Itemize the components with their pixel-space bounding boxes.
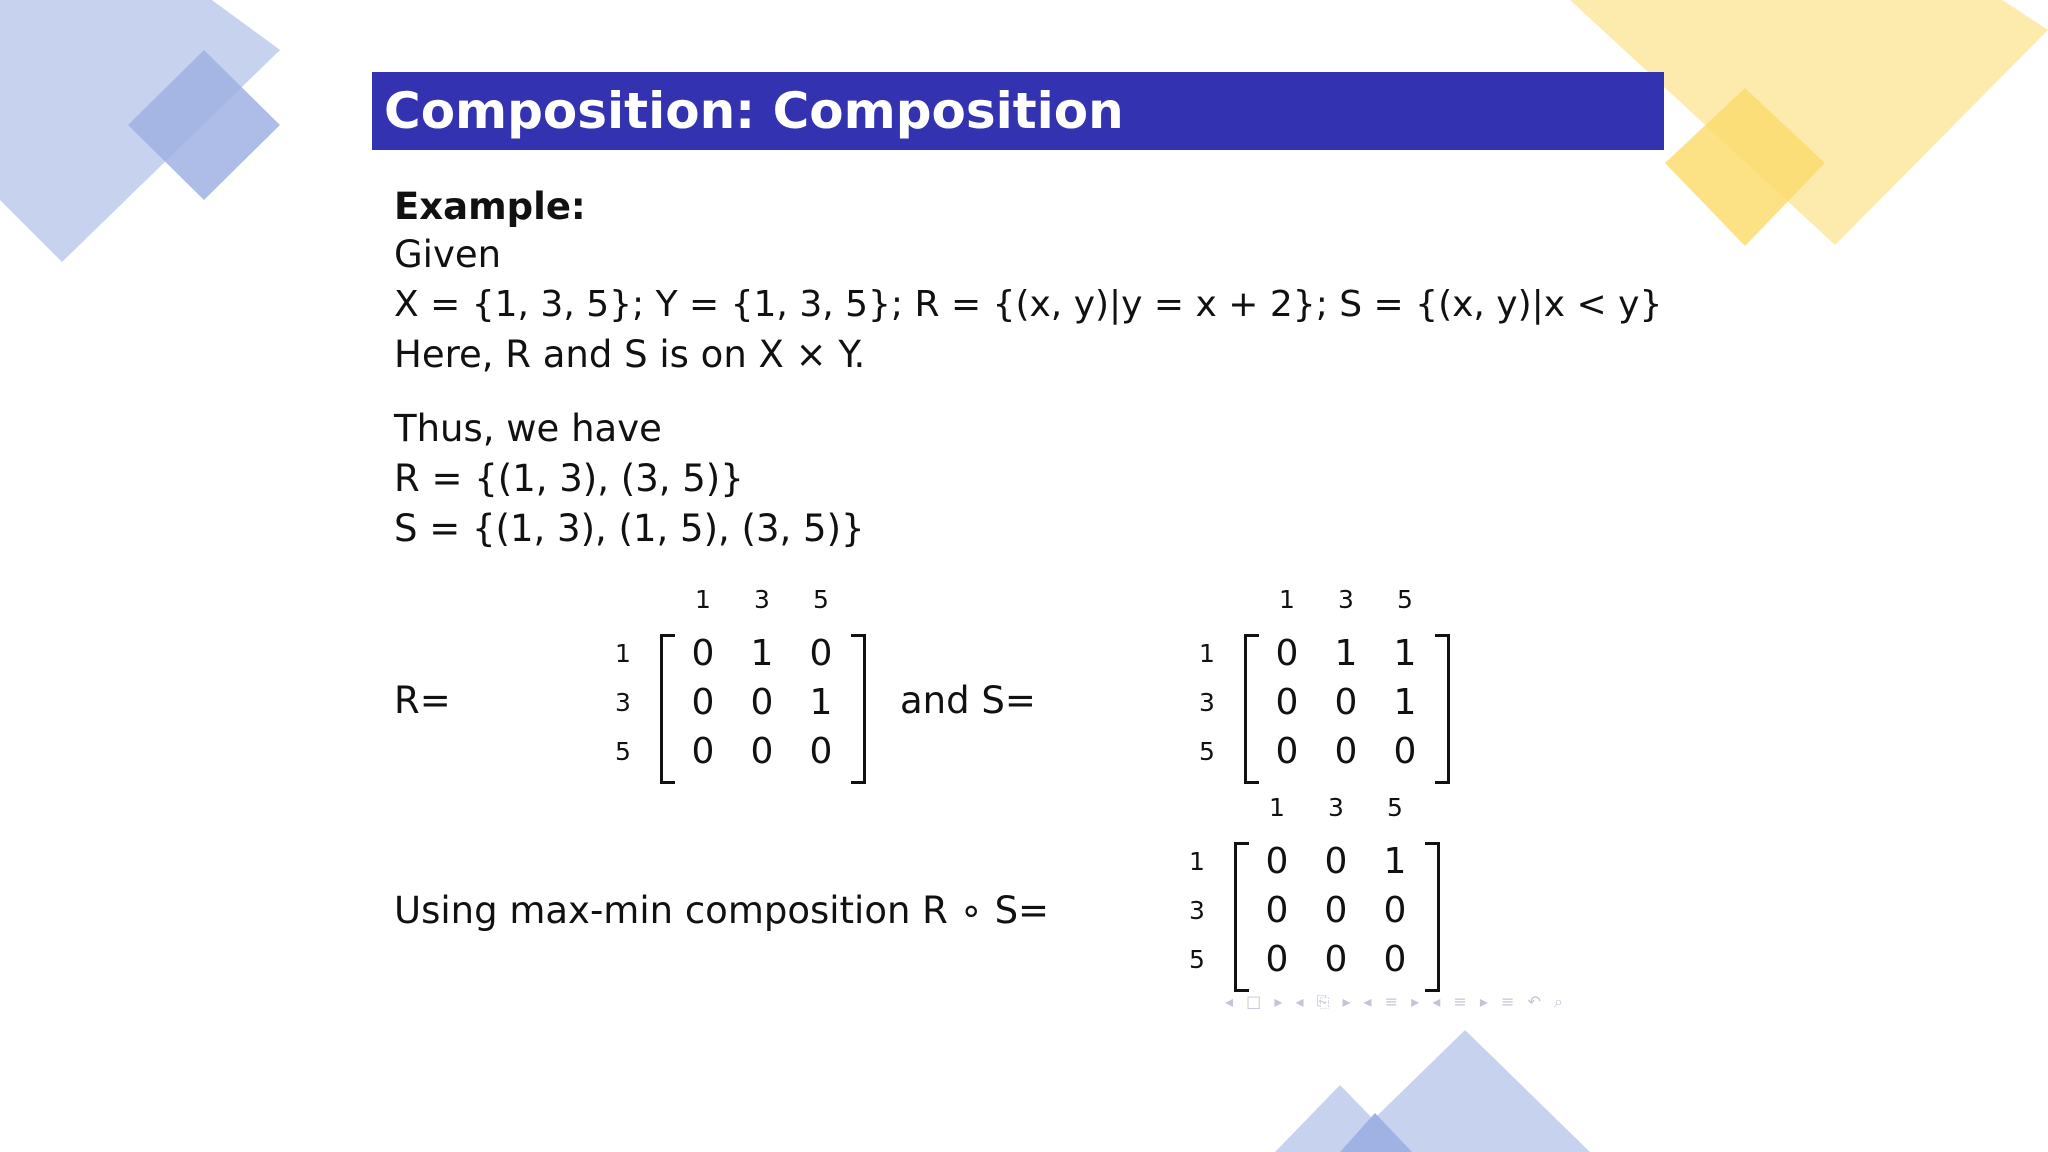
right-bracket	[1435, 634, 1450, 784]
matrix-cell: 1	[1393, 682, 1417, 723]
matrix-cell: 0	[691, 682, 715, 723]
row-header: 1	[615, 639, 631, 668]
matrix-cell: 1	[1393, 633, 1417, 674]
col-header: 5	[1397, 585, 1413, 614]
and-s-label: and S=	[900, 679, 1036, 722]
row-header: 3	[615, 688, 631, 717]
r-set: R = {(1, 3), (3, 5)}	[394, 457, 744, 500]
matrix-cell: 0	[1324, 939, 1348, 980]
matrix-cell: 0	[750, 682, 774, 723]
right-bracket	[1425, 842, 1440, 992]
matrix-cell: 0	[1334, 731, 1358, 772]
matrix-cell: 0	[809, 633, 833, 674]
right-bracket	[851, 634, 866, 784]
title-bar	[372, 72, 1664, 150]
composition-label: Using max-min composition R ∘ S=	[394, 889, 1050, 932]
matrix-cell: 0	[1275, 682, 1299, 723]
matrix-cell: 1	[750, 633, 774, 674]
matrix-cell: 0	[1334, 682, 1358, 723]
row-header: 3	[1189, 896, 1205, 925]
matrix-cell: 0	[1324, 841, 1348, 882]
matrix-cell: 1	[1383, 841, 1407, 882]
matrix-cell: 1	[809, 682, 833, 723]
col-header: 3	[1328, 793, 1344, 822]
matrix-cell: 0	[1383, 890, 1407, 931]
left-bracket	[1234, 842, 1249, 992]
matrix-cell: 0	[1265, 939, 1289, 980]
col-header: 1	[1279, 585, 1295, 614]
matrix-cell: 0	[1393, 731, 1417, 772]
col-header: 1	[695, 585, 711, 614]
row-header: 1	[1189, 847, 1205, 876]
r-label: R=	[394, 679, 451, 722]
matrix-cell: 0	[750, 731, 774, 772]
slide-title: Composition: Composition	[384, 82, 1124, 140]
beamer-navigation-bar[interactable]: ◂ □ ▸ ◂ ⎘ ▸ ◂ ≡ ▸ ◂ ≡ ▸ ≡ ↶ ⌕	[1225, 992, 1567, 1011]
left-bracket	[660, 634, 675, 784]
matrix-cell: 0	[691, 731, 715, 772]
matrix-cell: 1	[1334, 633, 1358, 674]
matrix-cell: 0	[1275, 731, 1299, 772]
matrix-cell: 0	[1275, 633, 1299, 674]
row-header: 5	[615, 737, 631, 766]
matrix-cell: 0	[809, 731, 833, 772]
matrix-cell: 0	[691, 633, 715, 674]
given-text: Given	[394, 233, 502, 276]
example-label: Example:	[394, 185, 586, 228]
definition-line: X = {1, 3, 5}; Y = {1, 3, 5}; R = {(x, y)|y = x + 2}; S = {(x, y)|x < y}	[394, 284, 1663, 325]
col-header: 5	[1387, 793, 1403, 822]
matrix-cell: 0	[1265, 841, 1289, 882]
matrix-cell: 0	[1324, 890, 1348, 931]
row-header: 3	[1199, 688, 1215, 717]
s-set: S = {(1, 3), (1, 5), (3, 5)}	[394, 507, 865, 550]
thus-text: Thus, we have	[394, 407, 662, 450]
matrix-cell: 0	[1383, 939, 1407, 980]
col-header: 3	[1338, 585, 1354, 614]
row-header: 5	[1189, 945, 1205, 974]
col-header: 5	[813, 585, 829, 614]
col-header: 3	[754, 585, 770, 614]
row-header: 1	[1199, 639, 1215, 668]
left-bracket	[1244, 634, 1259, 784]
col-header: 1	[1269, 793, 1285, 822]
row-header: 5	[1199, 737, 1215, 766]
here-line: Here, R and S is on X × Y.	[394, 333, 866, 376]
matrix-cell: 0	[1265, 890, 1289, 931]
